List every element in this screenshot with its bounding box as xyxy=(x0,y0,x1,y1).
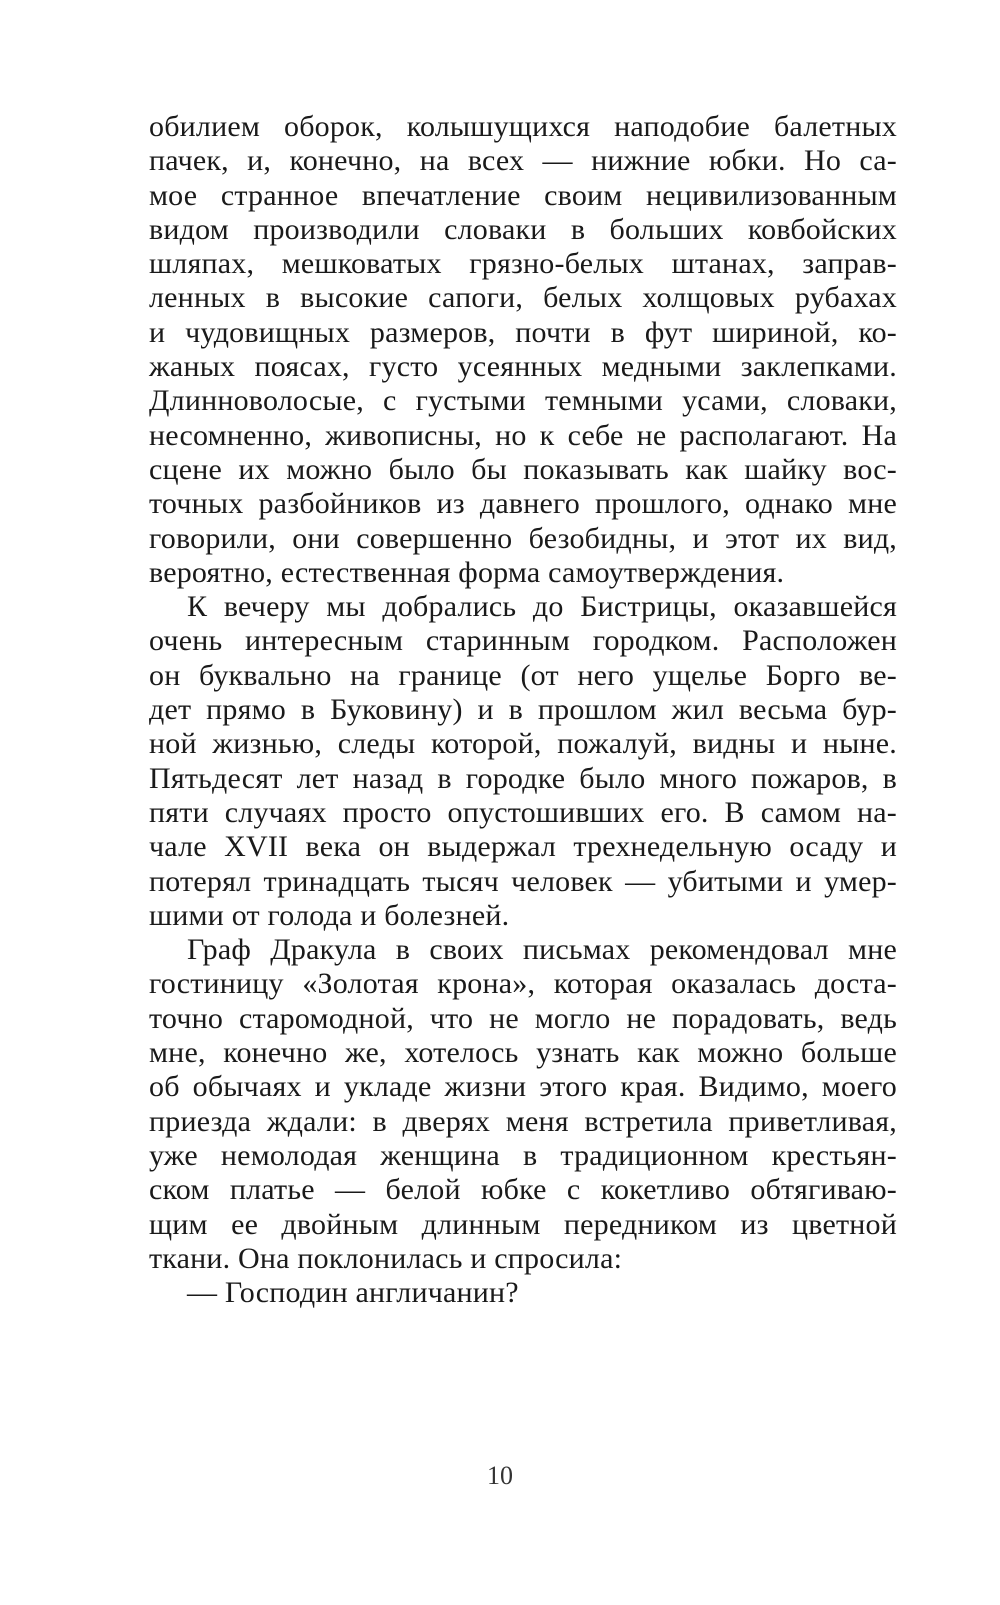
text-line: сцене их можно было бы показывать как шайку вос- xyxy=(149,452,897,486)
text-line: и чудовищных размеров, почти в фут шириной, ко- xyxy=(149,315,897,349)
text-line: точно старомодной, что не могло не порадовать, ведь xyxy=(149,1001,897,1035)
text-line: щим ее двойным длинным передником из цветной xyxy=(149,1207,897,1241)
text-line: шляпах, мешковатых грязно-белых штанах, заправ- xyxy=(149,247,897,281)
text-line: Длинноволосые, с густыми темными усами, словаки, xyxy=(149,384,897,418)
text-line: об обычаях и укладе жизни этого края. Видимо, моего xyxy=(149,1070,897,1104)
text-line: ткани. Она поклонилась и спросила: xyxy=(149,1241,623,1275)
page-number: 10 xyxy=(487,1461,513,1490)
text-line: ной жизнью, следы которой, пожалуй, видны и ныне. xyxy=(149,727,897,761)
text-line: шими от голода и болезней. xyxy=(149,898,510,932)
text-line: видом производили словаки в больших ковбойских xyxy=(149,212,897,246)
text-line: гостиницу «Золотая крона», которая оказалась доста- xyxy=(149,967,897,1001)
body-text xyxy=(149,110,897,1310)
text-line: — Господин англичанин? xyxy=(187,1276,519,1310)
text-line: ленных в высокие сапоги, белых холщовых рубахах xyxy=(149,281,897,315)
text-line: приезда ждали: в дверях меня встретила приветливая, xyxy=(149,1104,897,1138)
text-line: говорили, они совершенно безобидны, и этот их вид, xyxy=(149,521,897,555)
text-line: дет прямо в Буковину) и в прошлом жил весьма бур- xyxy=(149,693,897,727)
text-line: Пятьдесят лет назад в городке было много пожаров, в xyxy=(149,761,897,795)
text-line: уже немолодая женщина в традиционном крестьян- xyxy=(149,1138,897,1172)
text-line: пяти случаях просто опустошивших его. В самом на- xyxy=(149,795,897,829)
text-line: мое странное впечатление своим нецивилизованным xyxy=(149,178,897,212)
text-line: К вечеру мы добрались до Бистрицы, оказавшейся xyxy=(187,590,897,624)
text-line: потерял тринадцать тысяч человек — убитыми и умер- xyxy=(149,864,897,898)
text-line: вероятно, естественная форма самоутверждения. xyxy=(149,555,785,589)
text-line: ском платье — белой юбке с кокетливо обтягиваю- xyxy=(149,1173,897,1207)
text-line: мне, конечно же, хотелось узнать как можно больше xyxy=(149,1036,897,1070)
text-line: несомненно, живописны, но к себе не располагают. На xyxy=(149,418,897,452)
text-line: обилием оборок, колышущихся наподобие балетных xyxy=(149,110,897,143)
text-line: он буквально на границе (от него ущелье Борго ве- xyxy=(149,658,897,692)
text-line: чале XVII века он выдержал трехнедельную осаду и xyxy=(149,830,897,864)
text-line: точных разбойников из давнего прошлого, однако мне xyxy=(149,487,897,521)
text-line: Граф Дракула в своих письмах рекомендовал мне xyxy=(187,933,897,967)
text-line: пачек, и, конечно, на всех — нижние юбки. Но са- xyxy=(149,144,897,178)
text-line: очень интересным старинным городком. Расположен xyxy=(149,624,897,658)
text-line: жаных поясах, густо усеянных медными заклепками. xyxy=(149,350,897,384)
